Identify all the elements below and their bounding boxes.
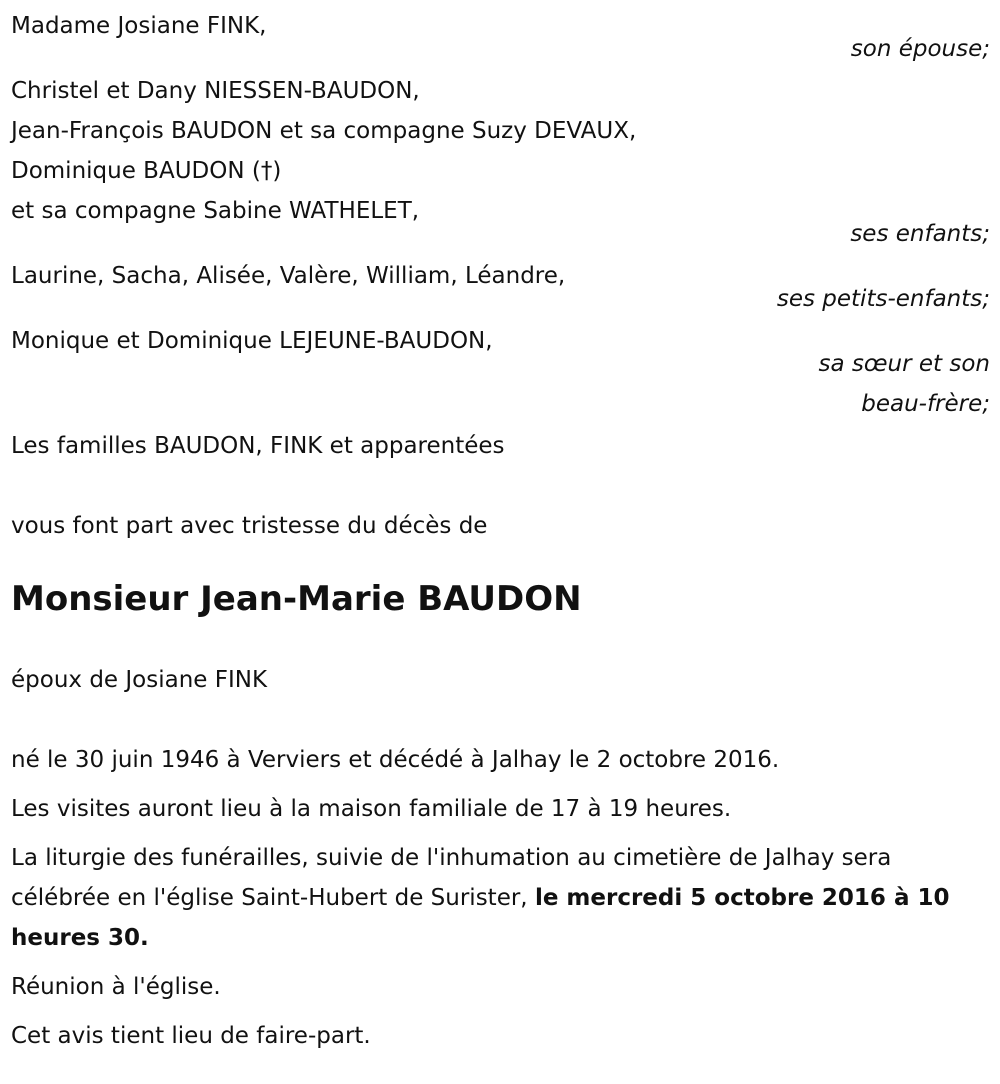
obituary-page bbox=[0, 6, 1000, 1084]
sister-block bbox=[11, 321, 990, 424]
reunion-text: Réunion à l'église. bbox=[11, 974, 221, 1000]
child-line: Christel et Dany NIESSEN-BAUDON, bbox=[11, 78, 420, 104]
children-role: ses enfants; bbox=[850, 221, 990, 247]
grandchildren-role: ses petits-enfants; bbox=[776, 286, 990, 312]
child-line: Jean-François BAUDON et sa compagne Suzy DEVAUX, bbox=[11, 118, 637, 144]
grandchildren-block bbox=[11, 256, 990, 319]
liturgy-text: La liturgie des funérailles, suivie de l'inhumation au cimetière de Jalhay sera célébrée en l'église Saint-Hubert de Surister, bbox=[11, 845, 892, 911]
spouse-of-text: époux de Josiane FINK bbox=[11, 667, 268, 693]
families-text: Les familles BAUDON, FINK et apparentées bbox=[11, 433, 505, 459]
announcement-block bbox=[11, 506, 990, 546]
details-block bbox=[11, 740, 990, 1056]
children-block bbox=[11, 71, 990, 254]
spouse-role: son épouse; bbox=[850, 36, 990, 62]
spouse-name: Madame Josiane FINK, bbox=[11, 13, 267, 39]
notice-text: Cet avis tient lieu de faire-part. bbox=[11, 1023, 371, 1049]
child-line: et sa compagne Sabine WATHELET, bbox=[11, 198, 420, 224]
families-block bbox=[11, 426, 990, 466]
sister-names: Monique et Dominique LEJEUNE-BAUDON, bbox=[11, 328, 493, 354]
announcement-text: vous font part avec tristesse du décès de bbox=[11, 513, 488, 539]
child-line: Dominique BAUDON (†) bbox=[11, 158, 282, 184]
sister-role-line: sa sœur et son bbox=[818, 351, 990, 377]
visits-text: Les visites auront lieu à la maison familiale de 17 à 19 heures. bbox=[11, 796, 732, 822]
liturgy-date: le mercredi 5 octobre 2016 à 10 heures 30. bbox=[11, 885, 950, 951]
deceased-name: Monsieur Jean-Marie BAUDON bbox=[11, 579, 582, 619]
sister-role-line: beau-frère; bbox=[861, 391, 990, 417]
spouse-of-block bbox=[11, 660, 990, 700]
spouse-block bbox=[11, 6, 990, 69]
grandchildren-names: Laurine, Sacha, Alisée, Valère, William, Léandre, bbox=[11, 263, 566, 289]
birth-death-text: né le 30 juin 1946 à Verviers et décédé à Jalhay le 2 octobre 2016. bbox=[11, 747, 780, 773]
liturgy-paragraph bbox=[11, 838, 990, 958]
